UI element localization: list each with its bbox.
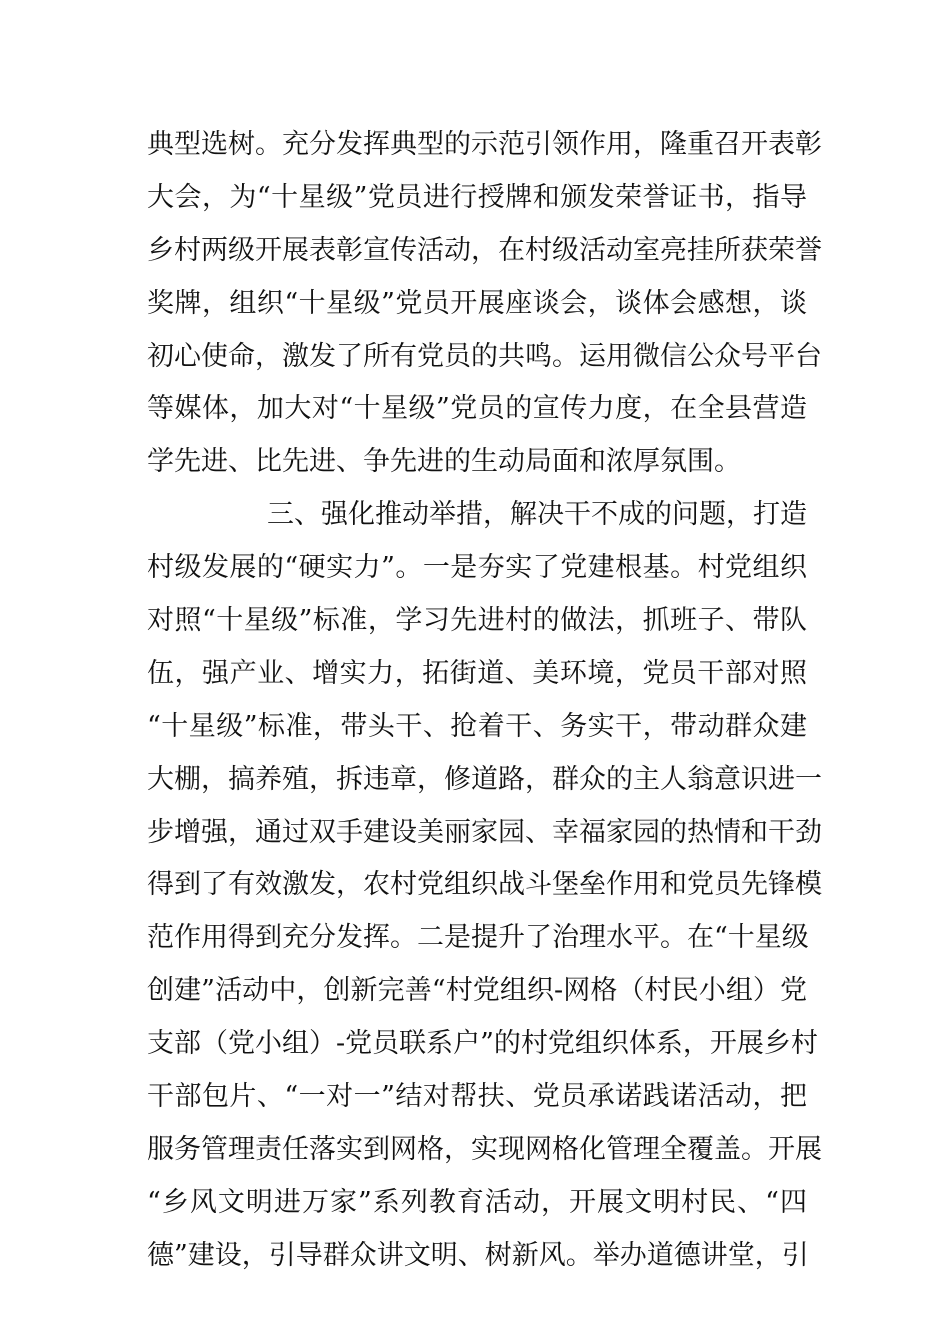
text-line: 对照“十星级”标准，学习先进村的做法，抓班子、带队 bbox=[147, 605, 807, 637]
text-line: “乡风文明进万家”系列教育活动，开展文明村民、“四 bbox=[147, 1186, 807, 1218]
text-line: 范作用得到充分发挥。二是提升了治理水平。在“十星级 bbox=[147, 922, 809, 954]
text-line: 大棚，搞养殖，拆违章，修道路，群众的主人翁意识进一 bbox=[147, 763, 822, 795]
paragraph-2 bbox=[147, 496, 822, 1274]
text-line: 村级发展的“硬实力”。一是夯实了党建根基。村党组织 bbox=[147, 552, 807, 584]
text-line: 乡村两级开展表彰宣传活动，在村级活动室亮挂所获荣誉 bbox=[147, 234, 822, 266]
text-line: 伍，强产业、增实力，拓街道、美环境，党员干部对照 bbox=[147, 657, 807, 689]
text-line: 典型选树。充分发挥典型的示范引领作用，隆重召开表彰 bbox=[147, 129, 822, 160]
text-line: 干部包片、“一对一”结对帮扶、党员承诺践诺活动，把 bbox=[147, 1081, 807, 1113]
text-line: 大会，为“十星级”党员进行授牌和颁发荣誉证书，指导 bbox=[147, 181, 807, 213]
paragraph-1 bbox=[147, 126, 822, 481]
document-body bbox=[147, 126, 822, 1290]
text-line: 学先进、比先进、争先进的生动局面和浓厚氛围。 bbox=[147, 446, 741, 478]
text-line: 德”建设，引导群众讲文明、树新风。举办道德讲堂，引 bbox=[147, 1239, 809, 1271]
text-line: 步增强，通过双手建设美丽家园、幸福家园的热情和干劲 bbox=[147, 816, 822, 848]
text-line: “十星级”标准，带头干、抢着干、务实干，带动群众建 bbox=[147, 710, 807, 742]
text-line: 初心使命，激发了所有党员的共鸣。运用微信公众号平台 bbox=[147, 340, 822, 372]
text-line: 等媒体，加大对“十星级”党员的宣传力度，在全县营造 bbox=[147, 393, 807, 425]
text-line: 创建”活动中，创新完善“村党组织-网格（村民小组）党 bbox=[147, 975, 807, 1007]
text-line: 服务管理责任落实到网格，实现网格化管理全覆盖。开展 bbox=[147, 1133, 822, 1165]
text-line: 支部（党小组）-党员联系户”的村党组织体系，开展乡村 bbox=[147, 1028, 818, 1060]
text-line: 奖牌，组织“十星级”党员开展座谈会，谈体会感想，谈 bbox=[147, 287, 807, 319]
section-heading-line: 三、强化推动举措，解决干不成的问题，打造 bbox=[267, 499, 807, 531]
text-line: 得到了有效激发，农村党组织战斗堡垒作用和党员先锋模 bbox=[147, 869, 822, 901]
